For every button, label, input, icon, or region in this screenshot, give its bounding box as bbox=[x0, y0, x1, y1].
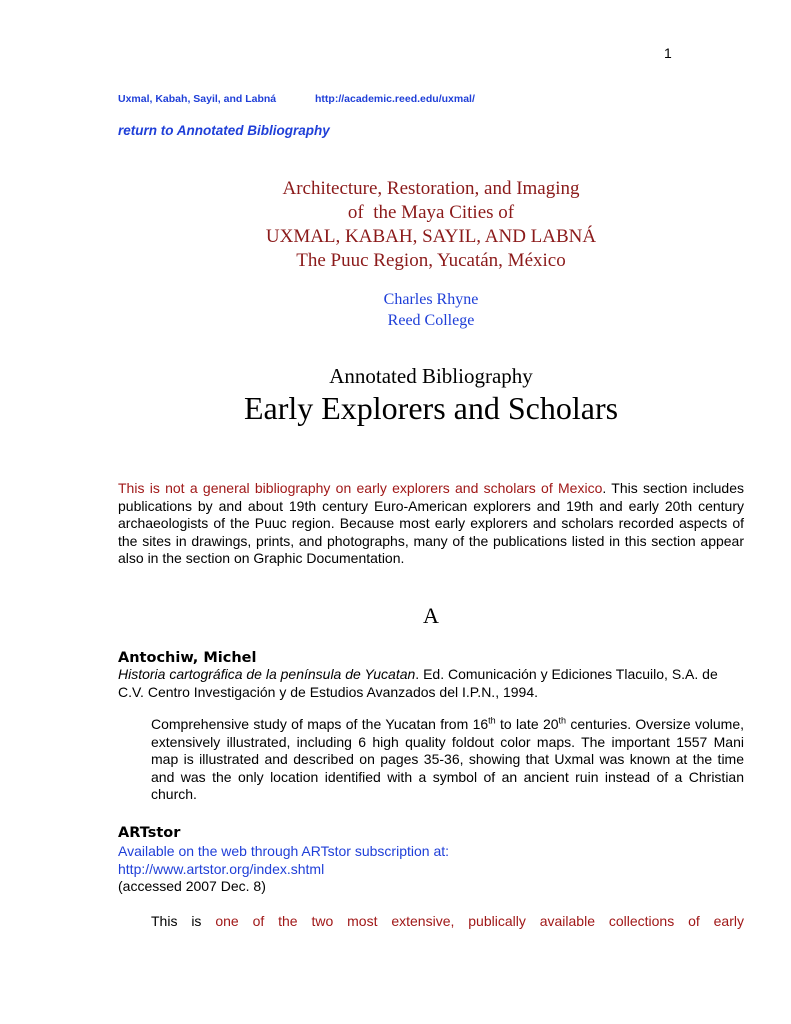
title-line: Architecture, Restoration, and Imaging bbox=[282, 178, 580, 199]
document-title bbox=[118, 177, 744, 273]
author-name: Charles Rhyne bbox=[383, 291, 479, 308]
title-line: UXMAL, KABAH, SAYIL, AND LABNÁ bbox=[265, 226, 597, 247]
entry-accessed: (accessed 2007 Dec. 8) bbox=[118, 878, 266, 894]
artstor-link[interactable]: http://www.artstor.org/index.shtml bbox=[118, 860, 325, 877]
annotation-highlight: one of the two most extensive, publically available collections of early bbox=[215, 913, 744, 929]
annotation-sup: th bbox=[558, 715, 567, 726]
site-url-link[interactable]: http://academic.reed.edu/uxmal/ bbox=[315, 93, 475, 105]
author-institution: Reed College bbox=[387, 312, 475, 329]
entry-annotation bbox=[151, 716, 744, 804]
intro-text: . This section includes publications by and about 19th century Euro-American explorers and 19th and early 20th century archaeologists of the Puuc region. Because most early explorers and scholars recorded aspects of the sites in drawings, prints, and photographs, many of the publications listed in this section appear also in the section on Graphic Documentation. bbox=[118, 480, 745, 566]
annotation-sup: th bbox=[488, 715, 496, 726]
annotation-text: to late 20 bbox=[495, 716, 559, 732]
entry-annotation bbox=[151, 913, 744, 931]
title-line: The Puuc Region, Yucatán, México bbox=[296, 250, 566, 271]
entry-title: Historia cartográfica de la península de Yucatan bbox=[118, 666, 416, 682]
bibliography-subtitle: Annotated Bibliography bbox=[329, 364, 533, 388]
author-block bbox=[118, 289, 744, 331]
annotation-text: This is bbox=[151, 913, 216, 929]
site-name-link[interactable]: Uxmal, Kabah, Sayil, and Labná bbox=[118, 93, 277, 105]
return-to-bibliography-link[interactable]: return to Annotated Bibliography bbox=[118, 123, 330, 138]
entry-author: Antochiw, Michel bbox=[118, 650, 257, 666]
entry-citation bbox=[118, 666, 744, 701]
title-line: of the Maya Cities of bbox=[347, 202, 515, 223]
entry-author: ARTstor bbox=[118, 825, 181, 841]
entry-availability: Available on the web through ARTstor subscription at: bbox=[118, 843, 450, 859]
intro-highlight: This is not a general bibliography on early explorers and scholars of Mexico bbox=[118, 480, 603, 496]
entry-citation bbox=[118, 843, 744, 896]
annotation-text: centuries. Oversize volume, extensively illustrated, including 6 high quality foldout color maps. The important 1557 Mani map is illustrated and described on pages 35-36, showing that Uxmal was known at the time and was the only location identified with a symbol of an ancient ruin instead of a Christian church. bbox=[151, 716, 745, 802]
section-letter: A bbox=[423, 603, 439, 628]
annotation-text: Comprehensive study of maps of the Yucatan from 16 bbox=[151, 716, 489, 732]
entry-publication: . Ed. Comunicación y Ediciones Tlacuilo, S.A. de C.V. Centro Investigación y de Estudios Avanzados del I.P.N., 1994. bbox=[118, 666, 718, 700]
intro-paragraph bbox=[118, 480, 744, 568]
section-title: Early Explorers and Scholars bbox=[243, 390, 619, 426]
page-number: 1 bbox=[664, 45, 672, 61]
